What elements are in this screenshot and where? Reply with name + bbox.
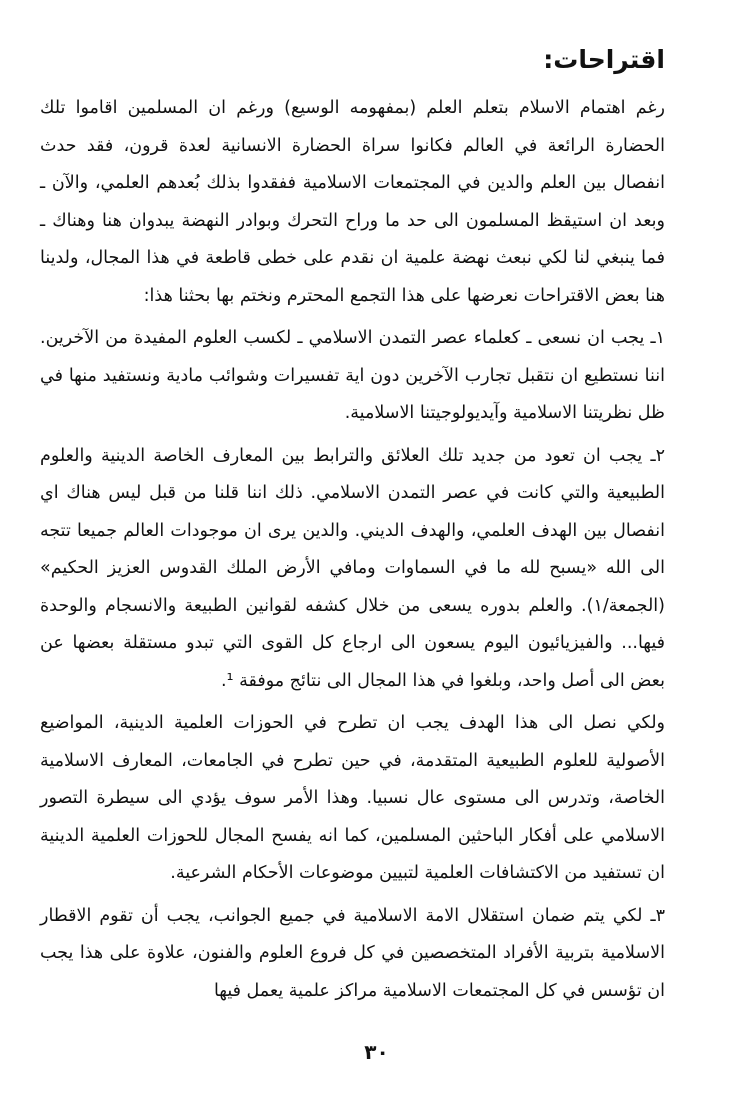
- section-heading: اقتراحات:: [543, 45, 665, 74]
- page-number: ٣٠: [364, 1040, 389, 1064]
- paragraph-intro: رغم اهتمام الاسلام بتعلم العلم (بمفهومه الوسيع) ورغم ان المسلمين اقاموا تلك الحضارة الرائعة في العالم فكانوا سراة الحضارة الانسانية لعدة قرون، فقد حدث انفصال بين العلم والدين في المجتمعات الاسلامية ففقدوا بذلك بُعدهم العلمي، والآن ـ وبعد ان استيقظ المسلمون الى حد ما وراح التحرك وبوادر النهضة يبدوان هنا وهناك ـ فما ينبغي لنا لكي نبعث نهضة علمية ان نقدم على خطى قاطعة في هذا المجال، ولدينا هنا بعض الاقتراحات نعرضها على هذا التجمع المحترم ونختم بها بحثنا هذا:: [40, 98, 665, 306]
- paragraph-suggestion-2: ٢ـ يجب ان تعود من جديد تلك العلائق والترابط بين المعارف الخاصة الدينية والعلوم الطبيعية والتي كانت في عصر التمدن الاسلامي. ذلك اننا قلنا من قبل ليس هناك اي انفصال بين الهدف العلمي، والهدف الديني. والدين يرى ان موجودات العالم جميعا تتجه الى الله «يسبح لله ما في السماوات ومافي الأرض الملك القدوس العزيز الحكيم» (الجمعة/١). والعلم بدوره يسعى من خلال كشفه لقوانين الطبيعة والانسجام والوحدة فيها... والفيزيائيون اليوم يسعون الى ارجاع كل القوى التي تبدو مستقلة بعضها عن بعض الى أصل واحد، وبلغوا في هذا المجال الى نتائج موفقة ¹.: [40, 445, 665, 691]
- page-body: [40, 38, 665, 1015]
- paragraph-suggestion-3: ٣ـ لكي يتم ضمان استقلال الامة الاسلامية في جميع الجوانب، يجب أن تقوم الاقطار الاسلامية بتربية الأفراد المتخصصين في كل فروع العلوم والفنون، علاوة على هذا يجب ان تؤسس في كل المجتمعات الاسلامية مراكز علمية يعمل فيها: [40, 905, 665, 1001]
- paragraph-suggestion-2-continued: ولكي نصل الى هذا الهدف يجب ان تطرح في الحوزات العلمية الدينية، المواضيع الأصولية للعلوم الطبيعية المتقدمة، في حين تطرح في الجامعات، المعارف الاسلامية الخاصة، وتدرس الى مستوى عال نسبيا. وهذا الأمر سوف يؤدي الى سيطرة التصور الاسلامي على أفكار الباحثين المسلمين، كما انه يفسح المجال للحوزات العلمية الدينية ان تستفيد من الاكتشافات العلمية لتبيين موضوعات الأحكام الشرعية.: [40, 713, 665, 883]
- paragraph-suggestion-1: ١ـ يجب ان نسعى ـ كعلماء عصر التمدن الاسلامي ـ لكسب العلوم المفيدة من الآخرين. اننا نستطيع ان نتقبل تجارب الآخرين دون اية تفسيرات وشوائب مادية ونستفيد منها في ظل نظريتنا الاسلامية وآيديولوجيتنا الاسلامية.: [40, 328, 665, 423]
